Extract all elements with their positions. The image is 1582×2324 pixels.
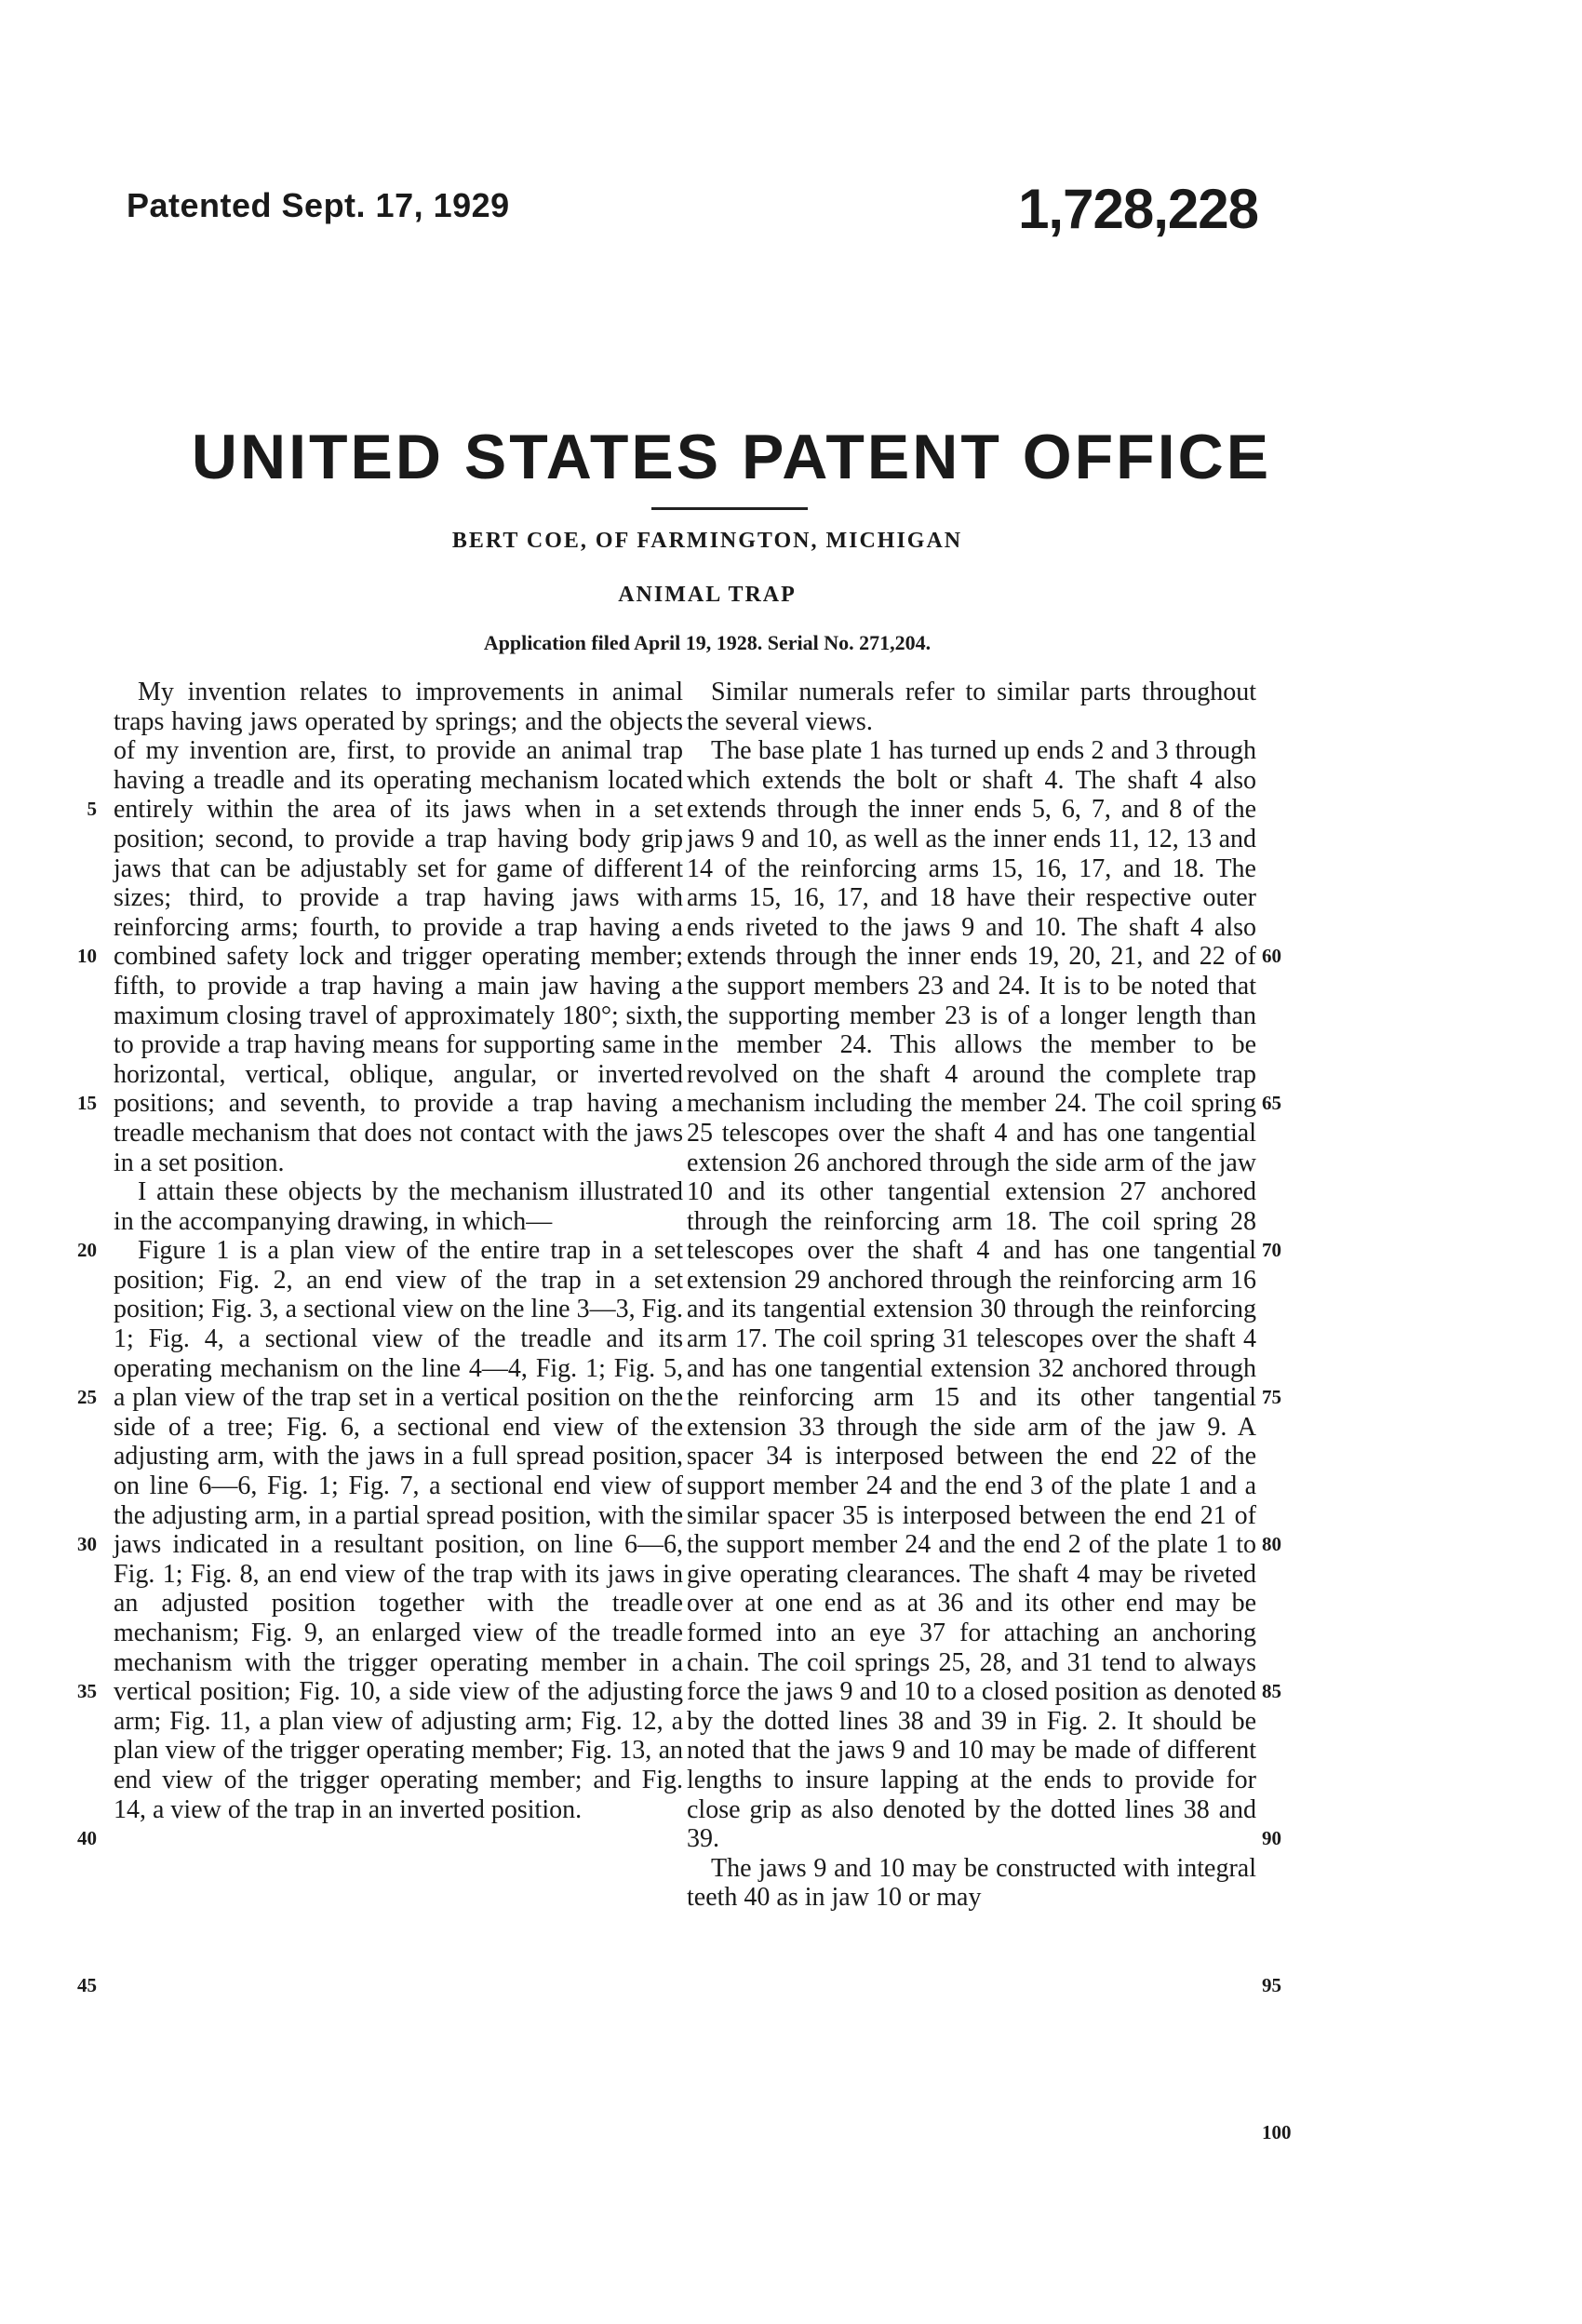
inventor-line: BERT COE, OF FARMINGTON, MICHIGAN (451, 529, 963, 553)
line-number: 30 (77, 1533, 97, 1555)
line-number: 10 (77, 945, 97, 967)
invention-title: ANIMAL TRAP (618, 583, 797, 607)
line-number: 70 (1262, 1239, 1281, 1261)
application-filed-line: Application filed April 19, 1928. Serial No. 271,204. (483, 631, 932, 654)
right-column (687, 678, 1256, 1913)
line-number: 35 (77, 1680, 97, 1702)
line-number: 95 (1262, 1974, 1281, 1996)
left-paragraph-attain: I attain these objects by the mechanism illustrated in the accompanying drawing, in which— (114, 1177, 683, 1236)
patent-number: 1,728,228 (1018, 178, 1258, 240)
line-number: 100 (1262, 2121, 1292, 2143)
line-number: 60 (1262, 945, 1281, 967)
line-number: 15 (77, 1092, 97, 1114)
line-number: 40 (77, 1827, 97, 1849)
office-heading: UNITED STATES PATENT OFFICE (191, 422, 1272, 492)
left-paragraph-objects: My invention relates to improvements in animal traps having jaws operated by springs; and the objects of my invention are, first, to provide an animal trap having a treadle and its operating mechanism located entirely within the area of its jaws when in a set position; second, to provide a trap having body grip jaws that can be adjustably set for game of different sizes; third, to provide a trap having jaws with reinforcing arms; fourth, to provide a trap having a combined safety lock and trigger operating member; fifth, to provide a trap having a main jaw having a maximum closing travel of approximately 180°; sixth, to provide a trap having means for supporting same in horizontal, vertical, oblique, angular, or inverted positions; and seventh, to provide a trap having a treadle mechanism that does not contact with the jaws in a set position. (114, 678, 683, 1177)
line-number: 75 (1262, 1386, 1281, 1408)
left-paragraph-figures: Figure 1 is a plan view of the entire trap in a set position; Fig. 2, an end view of the trap in a set position; Fig. 3, a sectional view on the line 3—3, Fig. 1; Fig. 4, a sectional view of the treadle and its operating mechanism on the line 4—4, Fig. 1; Fig. 5, a plan view of the trap set in a vertical position on the side of a tree; Fig. 6, a sectional end view of the adjusting arm, with the jaws in a full spread position, on line 6—6, Fig. 1; Fig. 7, a sectional end view of the adjusting arm, in a partial spread position, with the jaws indicated in a resultant position, on line 6—6, Fig. 1; Fig. 8, an end view of the trap with its jaws in an adjusted position together with the treadle mechanism; Fig. 9, an enlarged view of the treadle mechanism with the trigger operating member in a vertical position; Fig. 10, a side view of the adjusting arm; Fig. 11, a plan view of adjusting arm; Fig. 12, a plan view of the trigger operating member; Fig. 13, an end view of the trigger operating member; and Fig. 14, a view of the trap in an inverted position. (114, 1236, 683, 1824)
line-number: 85 (1262, 1680, 1281, 1702)
line-number: 20 (77, 1239, 97, 1261)
line-number: 90 (1262, 1827, 1281, 1849)
right-paragraph-numerals: Similar numerals refer to similar parts throughout the several views. (687, 678, 1256, 736)
line-number: 25 (77, 1386, 97, 1408)
left-column (114, 678, 683, 1824)
line-number: 80 (1262, 1533, 1281, 1555)
line-number: 45 (77, 1974, 97, 1996)
heading-rule (651, 507, 808, 510)
right-paragraph-base-plate: The base plate 1 has turned up ends 2 and 3 through which extends the bolt or shaft 4. The shaft 4 also extends through the inner ends 5, 6, 7, and 8 of the jaws 9 and 10, as well as the inner ends 11, 12, 13 and 14 of the reinforcing arms 15, 16, 17, and 18. The arms 15, 16, 17, and 18 have their respective outer ends riveted to the jaws 9 and 10. The shaft 4 also extends through the inner ends 19, 20, 21, and 22 of the support members 23 and 24. It is to be noted that the supporting member 23 is of a longer length than the member 24. This allows the member to be revolved on the shaft 4 around the complete trap mechanism including the member 24. The coil spring 25 telescopes over the shaft 4 and has one tangential extension 26 anchored through the side arm of the jaw 10 and its other tangential extension 27 anchored through the reinforcing arm 18. The coil spring 28 telescopes over the shaft 4 and has one tangential extension 29 anchored through the reinforcing arm 16 and its tangential extension 30 through the reinforcing arm 17. The coil spring 31 telescopes over the shaft 4 and has one tangential extension 32 anchored through the reinforcing arm 15 and its other tangential extension 33 through the side arm of the jaw 9. A spacer 34 is interposed between the end 22 of the support member 24 and the end 3 of the plate 1 and a similar spacer 35 is interposed between the end 21 of the support member 24 and the end 2 of the plate 1 to give operating clearances. The shaft 4 may be riveted over at one end as at 36 and its other end may be formed into an eye 37 for attaching an anchoring chain. The coil springs 25, 28, and 31 tend to always force the jaws 9 and 10 to a closed position as denoted by the dotted lines 38 and 39 in Fig. 2. It should be noted that the jaws 9 and 10 may be made of different lengths to insure lapping at the ends to provide for close grip as also denoted by the dotted lines 38 and 39. (687, 736, 1256, 1854)
right-paragraph-jaws: The jaws 9 and 10 may be constructed with integral teeth 40 as in jaw 10 or may (687, 1853, 1256, 1913)
line-number: 65 (1262, 1092, 1281, 1114)
patent-date: Patented Sept. 17, 1929 (127, 186, 510, 224)
line-number: 5 (87, 798, 97, 820)
